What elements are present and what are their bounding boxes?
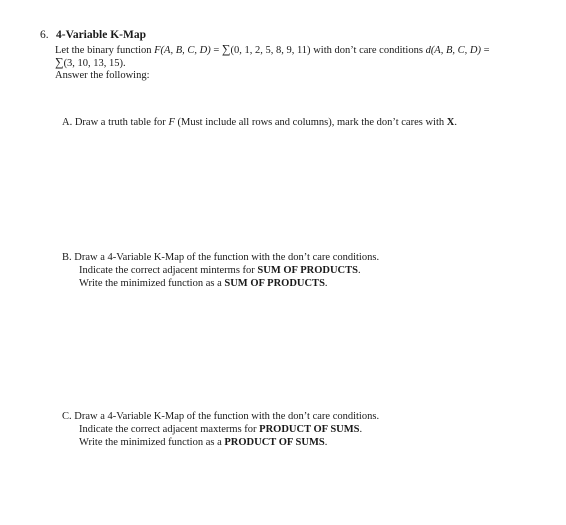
pos-emphasis: PRODUCT OF SUMS <box>224 437 325 448</box>
period: . <box>324 437 328 448</box>
pos-emphasis: PRODUCT OF SUMS <box>259 424 360 435</box>
period: . <box>454 117 457 128</box>
equals-sign: = <box>210 45 222 56</box>
part-b-line1 <box>62 251 379 264</box>
sigma-symbol: ∑ <box>221 42 231 56</box>
part-label: C. <box>62 411 72 422</box>
period: . <box>359 424 363 435</box>
part-c-instruction: Draw a 4-Variable K-Map of the function with the don’t care conditions. <box>71 411 380 422</box>
function-var: F <box>168 117 175 128</box>
part-c-instruction: Indicate the correct adjacent maxterms for <box>79 424 260 435</box>
equals-sign: = <box>480 45 490 56</box>
answer-prompt: Answer the following: <box>55 70 150 81</box>
part-label: B. <box>62 252 72 263</box>
intro-text: Let the binary function <box>55 45 155 56</box>
part-c-line1 <box>62 410 379 423</box>
part-b-line2 <box>79 264 361 277</box>
part-a-instruction: Draw a truth table for <box>72 117 169 128</box>
sop-emphasis: SUM OF PRODUCTS <box>224 278 325 289</box>
part-b-line3 <box>79 277 328 290</box>
part-label: A. <box>62 117 73 128</box>
intro-line <box>55 56 126 70</box>
question-number: 6. <box>40 29 49 41</box>
part-a-instruction-cont: (Must include all rows and columns), mark the don’t cares with <box>174 117 447 128</box>
period: . <box>357 265 361 276</box>
question-title: 4-Variable K-Map <box>56 29 146 41</box>
function-name: F(A, B, C, D) <box>154 45 211 56</box>
sigma-symbol: ∑ <box>55 55 64 69</box>
period: . <box>324 278 328 289</box>
intro-line <box>55 43 490 57</box>
part-b-instruction: Write the minimized function as a <box>79 278 225 289</box>
part-b-instruction: Indicate the correct adjacent minterms for <box>79 265 258 276</box>
part-c-instruction: Write the minimized function as a <box>79 437 225 448</box>
dont-care-text: with don’t care conditions <box>310 45 426 56</box>
part-c-line2 <box>79 423 362 436</box>
dont-care-list: (3, 10, 13, 15). <box>63 58 126 69</box>
part-a-text <box>62 116 457 129</box>
dont-care-mark: X <box>446 117 455 128</box>
part-c-line3 <box>79 436 327 449</box>
part-b-instruction: Draw a 4-Variable K-Map of the function with the don’t care conditions. <box>71 252 380 263</box>
minterm-list: (0, 1, 2, 5, 8, 9, 11) <box>230 45 311 56</box>
dont-care-function: d(A, B, C, D) <box>425 45 481 56</box>
sop-emphasis: SUM OF PRODUCTS <box>257 265 358 276</box>
